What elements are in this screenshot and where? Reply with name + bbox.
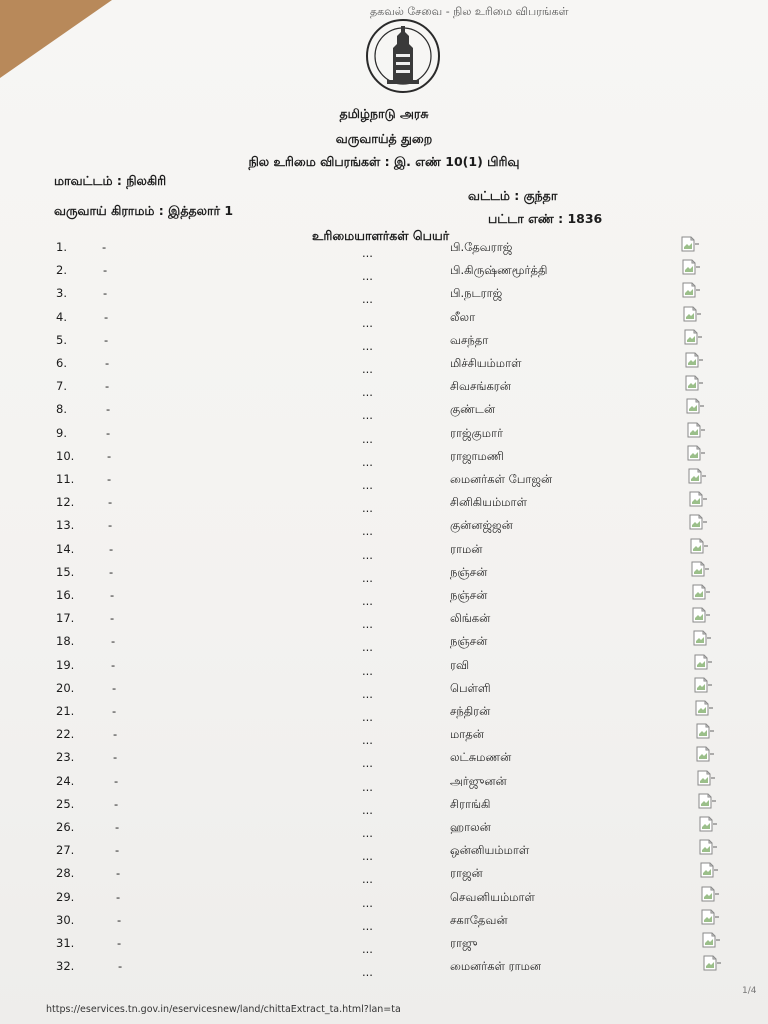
owner-name: குன்னஜ்ஜன் <box>450 518 513 533</box>
owner-dots: ... <box>362 362 373 376</box>
broken-image-icon <box>687 468 707 484</box>
owner-dots: ... <box>362 246 373 260</box>
owner-row <box>0 820 768 840</box>
owner-dash: - <box>110 588 115 602</box>
owner-number: 30. <box>56 912 75 927</box>
owner-dots: ... <box>362 686 373 701</box>
owner-row <box>0 495 768 515</box>
broken-image-icon <box>692 630 712 646</box>
owner-number: 4. <box>56 309 67 324</box>
broken-image-icon <box>684 375 704 391</box>
owner-dash: - <box>115 820 120 834</box>
owner-dots: ... <box>362 779 373 794</box>
owner-dash: - <box>104 332 109 347</box>
owner-number: 14. <box>56 541 75 556</box>
owner-dots: ... <box>362 710 373 724</box>
owner-dots: ... <box>362 431 373 446</box>
owner-dots: ... <box>362 756 373 771</box>
owner-dash: - <box>113 727 118 742</box>
owner-name: குண்டன் <box>450 402 496 417</box>
page-number: 1/4 <box>742 986 757 996</box>
broken-image-icon <box>690 561 710 577</box>
taluk-label: வட்டம் : குந்தா <box>468 188 558 203</box>
owner-name: மைனர்கள் ராமன <box>450 959 542 974</box>
owner-row <box>0 681 768 701</box>
owner-number: 16. <box>56 588 75 602</box>
owner-number: 27. <box>56 843 75 858</box>
owner-dash: - <box>116 889 121 904</box>
owner-name: லீலா <box>450 309 476 324</box>
owner-dots: ... <box>362 895 373 910</box>
owner-name: ஒன்னியம்மாள் <box>450 843 530 858</box>
owner-dash: - <box>109 564 114 579</box>
broken-image-icon <box>688 491 708 507</box>
owner-dash: - <box>102 240 107 254</box>
owner-dots: ... <box>362 385 373 400</box>
owner-dots: ... <box>362 478 373 492</box>
owner-number: 1. <box>56 240 67 254</box>
owner-row <box>0 704 768 724</box>
owner-number: 32. <box>56 959 75 974</box>
owner-dots: ... <box>362 292 373 307</box>
owner-row <box>0 611 768 631</box>
owner-row <box>0 518 768 538</box>
owner-dots: ... <box>362 942 373 956</box>
owner-name: பி.தேவராஜ் <box>450 240 513 254</box>
owner-number: 24. <box>56 773 75 788</box>
owner-dots: ... <box>362 965 373 980</box>
owner-name: லிங்கன் <box>450 611 491 626</box>
broken-image-icon <box>689 538 709 554</box>
owner-number: 25. <box>56 796 75 811</box>
owner-dots: ... <box>362 454 373 469</box>
owner-number: 28. <box>56 866 75 881</box>
broken-image-icon <box>693 677 713 693</box>
department-heading: வருவாய்த் துறை <box>335 131 433 146</box>
owner-row <box>0 750 768 770</box>
owner-dash: - <box>113 750 118 765</box>
broken-image-icon <box>681 259 701 275</box>
broken-image-icon <box>695 746 715 762</box>
owner-dash: - <box>114 796 119 811</box>
owner-number: 31. <box>56 936 75 950</box>
village-label: வருவாய் கிராமம் : இத்தலார் 1 <box>54 203 234 218</box>
broken-image-icon <box>693 654 713 670</box>
owner-row <box>0 240 768 260</box>
owner-row <box>0 356 768 376</box>
owner-dash: - <box>105 356 110 370</box>
broken-image-icon <box>691 607 711 623</box>
owner-number: 21. <box>56 704 75 718</box>
broken-image-icon <box>700 886 720 902</box>
owner-row <box>0 542 768 562</box>
owner-row <box>0 426 768 446</box>
owner-dots: ... <box>362 570 373 585</box>
broken-image-icon <box>694 700 714 716</box>
owner-dots: ... <box>362 872 373 887</box>
owner-dots: ... <box>362 617 373 632</box>
owner-row <box>0 959 768 979</box>
broken-image-icon <box>683 329 703 345</box>
owner-number: 15. <box>56 564 75 579</box>
owner-name: ராஜாமணி <box>450 448 504 463</box>
owner-dash: - <box>111 657 116 672</box>
broken-image-icon <box>686 445 706 461</box>
owner-dash: - <box>108 495 113 510</box>
owner-row <box>0 913 768 933</box>
broken-image-icon <box>684 352 704 368</box>
owner-name: மாதன் <box>450 727 484 742</box>
owner-dash: - <box>112 680 117 695</box>
owner-dash: - <box>118 959 123 974</box>
owner-number: 6. <box>56 356 67 370</box>
broken-image-icon <box>696 770 716 786</box>
owner-dash: - <box>103 263 108 278</box>
owner-name: நஞ்சன் <box>450 564 488 579</box>
owner-number: 12. <box>56 495 75 510</box>
owner-row <box>0 727 768 747</box>
owner-name: ஹாலன் <box>450 820 491 834</box>
owner-name: சகாதேவன் <box>450 912 508 927</box>
owner-row <box>0 774 768 794</box>
owner-row <box>0 843 768 863</box>
owner-dash: - <box>115 843 120 858</box>
owner-dash: - <box>107 472 112 486</box>
owner-dash: - <box>104 309 109 324</box>
broken-image-icon <box>682 306 702 322</box>
owner-dots: ... <box>362 501 373 516</box>
broken-image-icon <box>695 723 715 739</box>
owner-dash: - <box>108 518 113 533</box>
owner-number: 29. <box>56 889 75 904</box>
owner-number: 3. <box>56 286 67 301</box>
owner-name: செவனியம்மாள் <box>450 889 535 904</box>
owner-name: நஞ்சன் <box>450 588 488 602</box>
owner-name: வசந்தா <box>450 332 489 347</box>
owner-name: பி.நடராஜ் <box>450 286 503 301</box>
owner-name: சினிகியம்மாள் <box>450 495 527 510</box>
owner-number: 22. <box>56 727 75 742</box>
broken-image-icon <box>680 236 700 252</box>
owner-dots: ... <box>362 594 373 608</box>
owner-name: ராஜு <box>450 936 478 950</box>
owner-row <box>0 890 768 910</box>
patta-number: பட்டா எண் : 1836 <box>488 211 603 226</box>
owner-name: மைனர்கள் போஜன் <box>450 472 553 486</box>
owner-name: ராமன் <box>450 541 483 556</box>
broken-image-icon <box>698 816 718 832</box>
owner-dash: - <box>105 379 110 394</box>
owner-dots: ... <box>362 849 373 864</box>
document-title: நில உரிமை விபரங்கள் : இ. எண் 10(1) பிரிவு <box>248 154 520 169</box>
broken-image-icon <box>685 398 705 414</box>
desk-corner <box>0 0 112 78</box>
broken-image-icon <box>698 839 718 855</box>
owner-dots: ... <box>362 663 373 678</box>
owner-number: 17. <box>56 611 75 626</box>
owner-row <box>0 310 768 330</box>
owner-number: 23. <box>56 750 75 765</box>
owner-name: ராஜ்குமார் <box>450 425 503 440</box>
owner-number: 20. <box>56 680 75 695</box>
owner-name: சிவசங்கரன் <box>450 379 511 394</box>
owner-dots: ... <box>362 315 373 330</box>
owner-dots: ... <box>362 826 373 840</box>
owner-dots: ... <box>362 802 373 817</box>
owner-name: சிராங்கி <box>450 796 491 811</box>
owner-dots: ... <box>362 524 373 539</box>
owner-dash: - <box>117 912 122 927</box>
owner-dots: ... <box>362 547 373 562</box>
owner-number: 11. <box>56 472 75 486</box>
owner-dash: - <box>106 402 111 417</box>
owner-number: 10. <box>56 448 75 463</box>
owner-number: 13. <box>56 518 75 533</box>
owner-number: 5. <box>56 332 67 347</box>
owner-name: லட்சுமணன் <box>450 750 512 765</box>
owner-name: ரவி <box>450 657 470 672</box>
owner-dash: - <box>116 866 121 881</box>
owner-number: 18. <box>56 634 75 649</box>
owner-name: சந்திரன் <box>450 704 491 718</box>
owner-name: மிச்சியம்மாள் <box>450 356 522 370</box>
owner-dash: - <box>103 286 108 301</box>
owner-name: அர்ஜுனன் <box>450 773 507 788</box>
owner-dots: ... <box>362 338 373 353</box>
owner-name: நஞ்சன் <box>450 634 488 649</box>
owner-number: 7. <box>56 379 67 394</box>
owner-number: 9. <box>56 425 67 440</box>
owner-name: பெள்ளி <box>450 680 491 695</box>
district-label: மாவட்டம் : நிலகிரி <box>54 173 167 188</box>
broken-image-icon <box>688 514 708 530</box>
owner-dots: ... <box>362 408 373 423</box>
owner-row <box>0 588 768 608</box>
owner-name: ராஜன் <box>450 866 483 881</box>
footer-url: https://eservices.tn.gov.in/eservicesnew/land/chittaExtract_ta.html?lan=ta <box>46 1004 401 1015</box>
broken-image-icon <box>699 862 719 878</box>
owner-dots: ... <box>362 269 373 284</box>
broken-image-icon <box>686 422 706 438</box>
broken-image-icon <box>697 793 717 809</box>
broken-image-icon <box>700 909 720 925</box>
owner-number: 8. <box>56 402 67 417</box>
top-strip-text: தகவல் சேவை - நில உரிமை விபரங்கள் <box>370 5 569 18</box>
broken-image-icon <box>701 932 721 948</box>
owner-number: 2. <box>56 263 67 278</box>
owner-row <box>0 379 768 399</box>
owner-name: பி.கிருஷ்ணமூர்த்தி <box>450 263 548 278</box>
owner-number: 26. <box>56 820 75 834</box>
owner-row <box>0 263 768 283</box>
owner-row <box>0 797 768 817</box>
owner-row <box>0 449 768 469</box>
owner-dash: - <box>110 611 115 626</box>
broken-image-icon <box>691 584 711 600</box>
owner-row <box>0 936 768 956</box>
owner-number: 19. <box>56 657 75 672</box>
owner-row <box>0 658 768 678</box>
owner-row <box>0 565 768 585</box>
owner-dots: ... <box>362 733 373 748</box>
broken-image-icon <box>681 282 701 298</box>
owner-dots: ... <box>362 918 373 933</box>
owner-row <box>0 286 768 306</box>
owner-dash: - <box>109 541 114 556</box>
owner-dash: - <box>117 936 122 950</box>
owner-row <box>0 866 768 886</box>
tn-emblem-icon <box>363 14 443 100</box>
owners-heading: உரிமையாளர்கள் பெயர் <box>312 228 450 243</box>
owner-dash: - <box>107 448 112 463</box>
owner-row <box>0 333 768 353</box>
owner-dash: - <box>106 425 111 440</box>
owner-row <box>0 634 768 654</box>
government-heading: தமிழ்நாடு அரசு <box>339 106 429 121</box>
owner-dash: - <box>114 773 119 788</box>
owner-dash: - <box>111 634 116 649</box>
owner-dots: ... <box>362 640 373 655</box>
owner-dash: - <box>112 704 117 718</box>
broken-image-icon <box>702 955 722 971</box>
owner-row <box>0 402 768 422</box>
owner-row <box>0 472 768 492</box>
